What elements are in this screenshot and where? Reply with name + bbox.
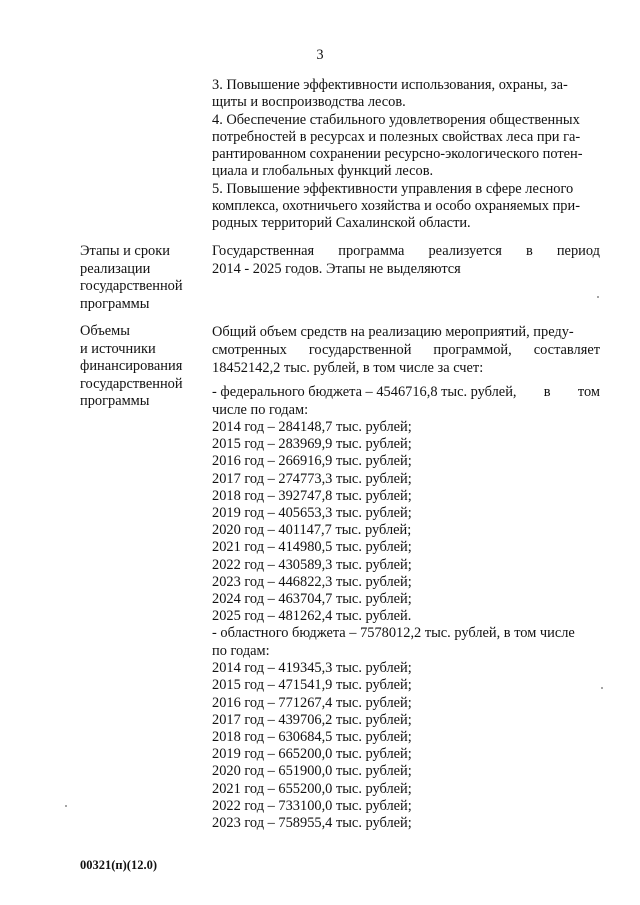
year-amount-line: 2014 год – 419345,3 тыс. рублей; (212, 660, 412, 677)
label-line: финансирования (80, 358, 183, 374)
text: - федерального бюджета – 4546716,8 тыс. рублей, (212, 384, 517, 400)
goal-line: 3. Повышение эффективности использования, охраны, за- (212, 77, 568, 93)
year-amount-line: 2024 год – 463704,7 тыс. рублей; (212, 590, 412, 607)
word: смотренных (212, 342, 287, 358)
year-amount-line: 2020 год – 401147,7 тыс. рублей; (212, 522, 412, 539)
document-code: 00321(п)(12.0) (80, 858, 157, 872)
goal-line: потребностей в ресурсах и полезных свойствах леса при га- (212, 128, 581, 145)
funding-label (80, 323, 200, 411)
federal-years-list (212, 419, 600, 625)
year-amount-line: 2018 год – 630684,5 тыс. рублей; (212, 729, 412, 745)
funding-intro (212, 323, 600, 377)
federal-line-2: числе по годам: (212, 401, 309, 418)
label-line: и источники (80, 340, 156, 357)
year-amount-line: 2022 год – 430589,3 тыс. рублей; (212, 556, 412, 573)
text: - областного бюджета – 7578012,2 тыс. рублей, в том числе (212, 625, 575, 642)
goal-item-4 (212, 112, 600, 181)
year-amount-line: 2023 год – 758955,4 тыс. рублей; (212, 814, 412, 831)
text: Общий объем средств на реализацию мероприятий, преду- (212, 324, 574, 340)
regional-budget-heading (212, 625, 600, 660)
label-line: программы (80, 393, 150, 409)
label-line: Объемы (80, 323, 130, 339)
word: в (525, 243, 533, 259)
stages-line-2: 2014 - 2025 годов. Этапы не выделяются (212, 260, 461, 277)
goal-line: комплекса, охотничьего хозяйства и особо охраняемых при- (212, 198, 580, 215)
scan-speck (597, 296, 599, 298)
goal-line: циала и глобальных функций лесов. (212, 163, 434, 180)
word: том (577, 384, 600, 400)
label-line: государственной (80, 278, 183, 294)
year-amount-line: 2019 год – 665200,0 тыс. рублей; (212, 746, 412, 763)
goals-list (212, 77, 600, 233)
year-amount-line: 2015 год – 283969,9 тыс. рублей; (212, 436, 412, 453)
goal-line: рантированном сохранении ресурсно-экологического потен- (212, 146, 583, 163)
year-amount-line: 2023 год – 446822,3 тыс. рублей; (212, 573, 412, 590)
year-amount-line: 2020 год – 651900,0 тыс. рублей; (212, 763, 412, 780)
year-amount-line: 2017 год – 439706,2 тыс. рублей; (212, 711, 412, 728)
year-amount-line: 2015 год – 471541,9 тыс. рублей; (212, 677, 412, 694)
word: программой, (433, 342, 512, 358)
goal-line: родных территорий Сахалинской области. (212, 215, 471, 232)
federal-line-1 (212, 384, 600, 402)
federal-budget-heading (212, 384, 600, 419)
goal-item-5 (212, 181, 600, 233)
year-amount-line: 2021 год – 655200,0 тыс. рублей; (212, 780, 412, 797)
intro-line-1 (212, 323, 600, 341)
year-amount-line: 2014 год – 284148,7 тыс. рублей; (212, 419, 412, 435)
stages-line-1 (212, 243, 600, 261)
year-amount-line: 2018 год – 392747,8 тыс. рублей; (212, 487, 412, 504)
year-amount-line: 2016 год – 266916,9 тыс. рублей; (212, 453, 412, 470)
scan-speck (65, 805, 67, 807)
regional-years-list (212, 660, 600, 832)
label-line: программы (80, 295, 150, 312)
year-amount-line: 2019 год – 405653,3 тыс. рублей; (212, 504, 412, 521)
year-amount-line: 2016 год – 771267,4 тыс. рублей; (212, 694, 412, 711)
word: Государственная (212, 243, 315, 259)
intro-line-2 (212, 341, 600, 359)
regional-line-2: по годам: (212, 642, 270, 659)
stages-label (80, 243, 200, 313)
word: программа (338, 243, 405, 259)
goal-line: 5. Повышение эффективности управления в сфере лесного (212, 180, 574, 197)
word: период (556, 243, 600, 259)
stages-text (212, 243, 600, 278)
goal-line: щиты и воспроизводства лесов. (212, 94, 406, 111)
label-line: Этапы и сроки (80, 243, 170, 259)
word: государственной (308, 342, 412, 358)
scan-speck (601, 687, 603, 689)
label-line: реализации (80, 260, 151, 277)
word: реализуется (428, 243, 502, 259)
label-line: государственной (80, 375, 183, 392)
regional-line-1 (212, 625, 600, 643)
intro-line-3: 18452142,2 тыс. рублей, в том числе за счет: (212, 360, 484, 376)
goal-line: 4. Обеспечение стабильного удовлетворения общественных (212, 111, 580, 128)
year-amount-line: 2021 год – 414980,5 тыс. рублей; (212, 539, 412, 556)
funding-text (212, 323, 600, 832)
goal-item-3 (212, 77, 600, 112)
year-amount-line: 2022 год – 733100,0 тыс. рублей; (212, 797, 412, 814)
year-amount-line: 2025 год – 481262,4 тыс. рублей. (212, 608, 412, 625)
page-number: 3 (316, 47, 324, 63)
word: в (543, 384, 551, 400)
year-amount-line: 2017 год – 274773,3 тыс. рублей; (212, 470, 412, 487)
word: составляет (533, 342, 600, 358)
